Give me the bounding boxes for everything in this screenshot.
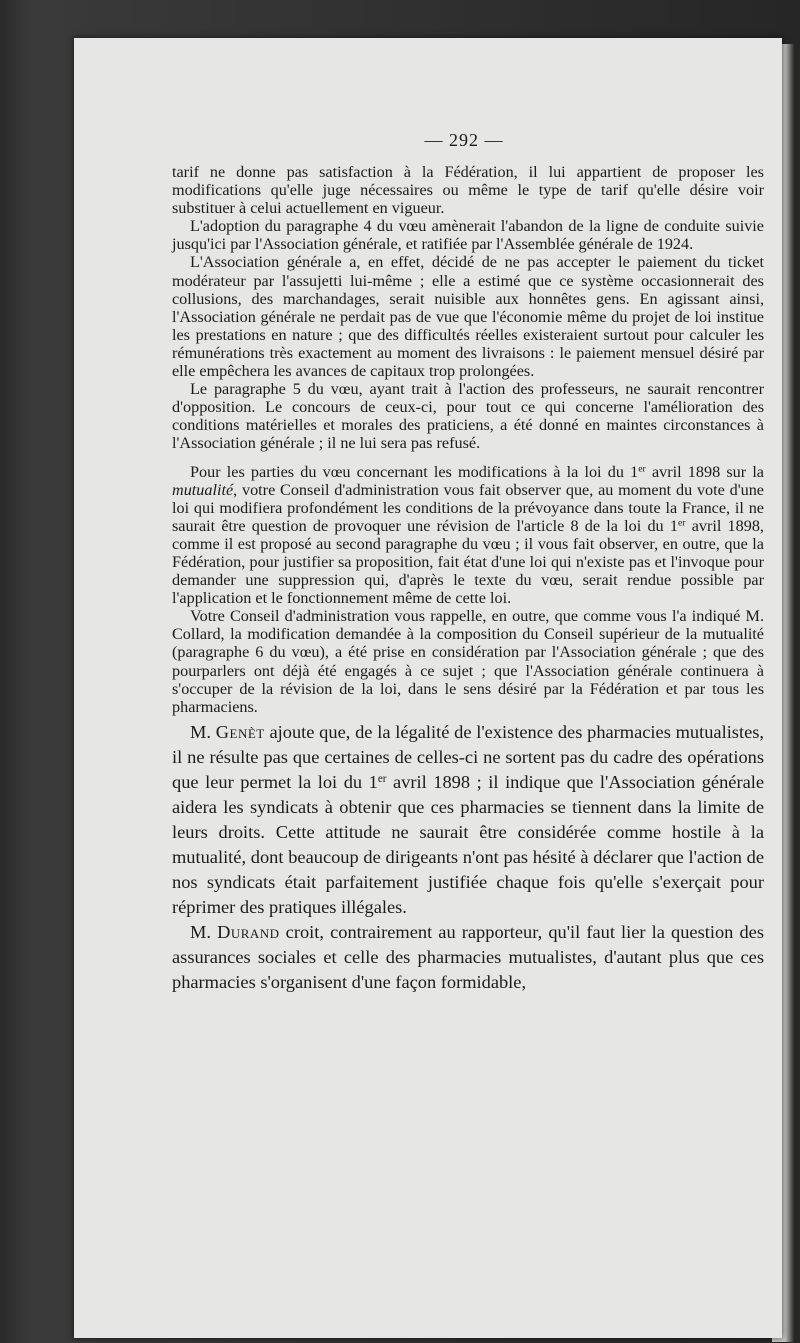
- text-run: avril 1898 ; il indique que l'Association générale aidera les syndicats à obtenir que ces pharmacies se tiennent dans la limite de leurs droits. Cette attitude ne saurait être considérée comme hostile à la mutualité, dont beaucoup de dirigeants n'ont pas hésité à déclarer que l'action de nos syndicats était parfaitement justifiée chaque fois qu'elle s'exerçait pour réprimer des pratiques illégales.: [172, 771, 765, 917]
- text-run: M.: [190, 921, 218, 942]
- text-run: avril 1898, comme il est proposé au second paragraphe du vœu ; il vous fait observer, en outre, que la Fédération, pour justifier sa proposition, fait état d'une loi qui n'existe pas et l'invoque pour demander une suppression qui, d'après le texte du vœu, serait rendue possible par l'application et le fonctionnement même de cette loi.: [172, 516, 764, 608]
- paragraph: [172, 463, 764, 608]
- body-text: [172, 163, 764, 995]
- small-caps-name: Genèt: [215, 721, 265, 742]
- paragraph: [172, 380, 764, 452]
- text-run: M.: [190, 721, 216, 742]
- paragraph: [172, 720, 764, 920]
- paragraph: [172, 920, 764, 995]
- superscript: er: [677, 517, 686, 529]
- text-run: ajoute que, de la légalité de l'existence des pharmacies mutualistes, il ne résulte pas que certaines de celles-ci ne sortent pas du cadre des opérations que leur permet la loi du 1: [172, 721, 764, 792]
- small-type-block: [172, 163, 764, 716]
- text-run: L'Association générale a, en effet, décidé de ne pas accepter le paiement du ticket modérateur par l'assujetti lui-même ; elle a estimé que ce système occasionnerait des collusions, des marchandages, serait nuisible aux honnêtes gens. En agissant ainsi, l'Association générale ne perdait pas de vue que l'économie même du projet de loi institue les prestations en nature ; que des difficultés réelles existeraient surtout pour calculer les rémunérations très exactement au moment des livraisons : le paiement mensuel désiré par elle empêchera les avances de capitaux trop prolongées.: [172, 253, 764, 381]
- superscript: er: [377, 772, 387, 785]
- paragraph: [172, 163, 764, 217]
- text-run: Pour les parties du vœu concernant les modifications à la loi du 1: [190, 462, 639, 481]
- superscript: er: [638, 463, 646, 475]
- text-run: L'adoption du paragraphe 4 du vœu amènerait l'abandon de la ligne de conduite suivie jusqu'ici par l'Association générale, et ratifiée par l'Assemblée générale de 1924.: [172, 217, 764, 254]
- paragraph: [172, 253, 764, 380]
- text-run: tarif ne donne pas satisfaction à la Fédération, il lui appartient de proposer les modifications qu'elle juge nécessaires ou même le type de tarif qu'elle désire voir substituer à celui actuellement en vigueur.: [172, 163, 764, 218]
- text-run: , votre Conseil d'administration vous fait observer que, au moment du vote d'une loi qui modifiera profondément les conditions de la prévoyance dans toute la France, il ne saurait être question de provoquer une révision de l'article 8 de la loi du 1: [172, 480, 764, 535]
- text-run: Le paragraphe 5 du vœu, ayant trait à l'action des professeurs, ne saurait rencontrer d'opposition. Le concours de ceux-ci, pour tout ce qui concerne l'amélioration des conditions matérielles et morales des praticiens, a été donné en maintes circonstances à l'Association générale ; il ne lui sera pas refusé.: [172, 380, 764, 453]
- text-run: Votre Conseil d'administration vous rappelle, en outre, que comme vous l'a indiqué M. Collard, la modification demandée à la composition du Conseil supérieur de la mutualité (paragraphe 6 du vœu), a été prise en considération par l'Association générale ; que des pourparlers ont déjà été engagés à ce sujet ; que l'Association générale continuera à s'occuper de la révision de la loi, dans le sens désiré par la Fédération et par tous les pharmaciens.: [172, 607, 764, 716]
- text-run: croit, contrairement au rapporteur, qu'il faut lier la question des assurances sociales et celle des pharmacies mutualistes, d'autant plus que ces pharmacies s'organisent d'une façon formidable,: [172, 921, 764, 992]
- page-number: — 292 —: [424, 130, 504, 150]
- small-caps-name: Durand: [217, 921, 280, 942]
- large-type-block: [172, 720, 764, 995]
- text-run: avril 1898 sur la: [645, 462, 764, 481]
- paragraph: [172, 607, 764, 716]
- italic-text: mutualité: [172, 480, 234, 499]
- paragraph: [172, 217, 764, 253]
